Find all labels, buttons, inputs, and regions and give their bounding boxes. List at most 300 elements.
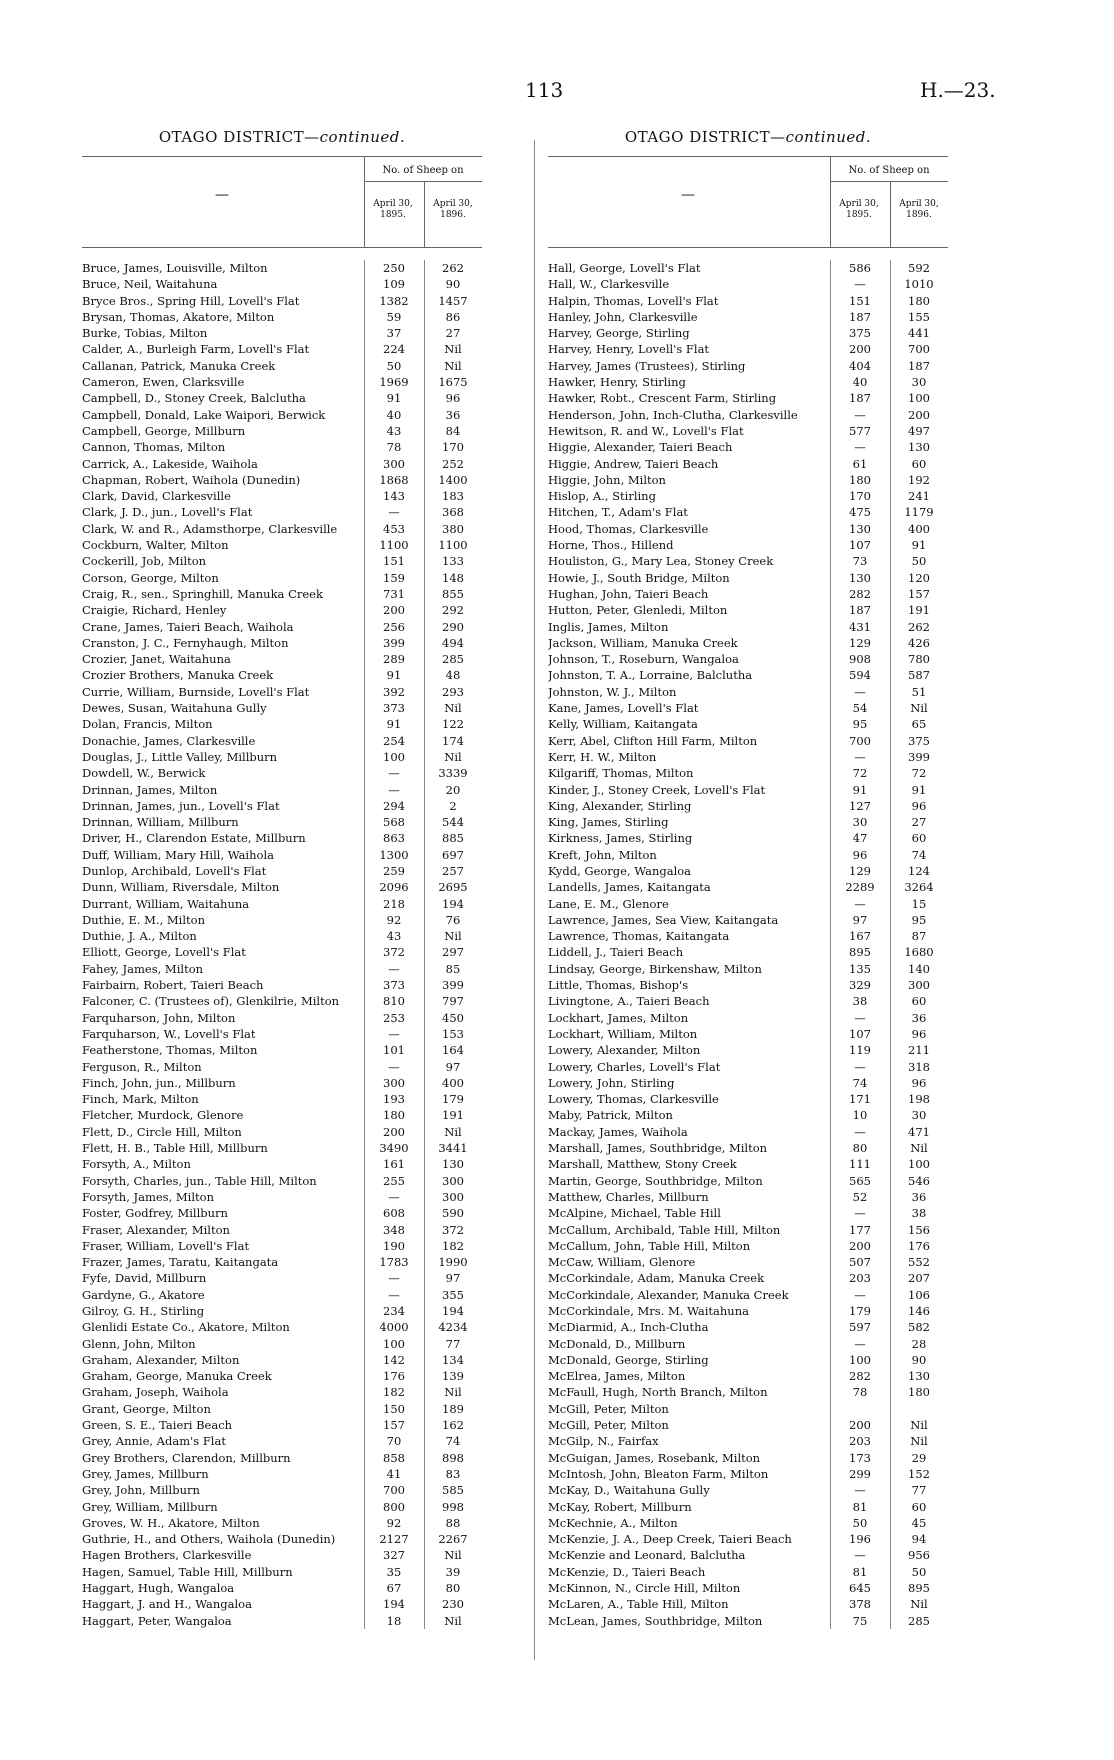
- sheep-1896: 300: [442, 1189, 464, 1204]
- col-1896-header: April 30, 1896.: [899, 199, 939, 220]
- owner-name: Johnson, T., Roseburn, Wangaloa: [548, 652, 739, 667]
- owner-name: Kerr, H. W., Milton: [548, 749, 657, 764]
- sheep-1895: 565: [849, 1173, 871, 1188]
- sheep-1895: 52: [852, 1189, 868, 1204]
- table-row: [548, 537, 948, 553]
- table-row: [548, 1222, 948, 1238]
- owner-name: Chapman, Robert, Waihola (Dunedin): [82, 472, 301, 487]
- table-row: [548, 276, 948, 292]
- owner-name: Kinder, J., Stoney Creek, Lovell's Flat: [548, 782, 766, 797]
- table-row: [82, 602, 482, 618]
- owner-name: Kilgariff, Thomas, Milton: [548, 766, 694, 781]
- table-row: [548, 651, 948, 667]
- sheep-1896: Nil: [444, 701, 462, 716]
- sheep-1896: 146: [908, 1304, 930, 1318]
- sheep-1896: 97: [445, 1059, 461, 1074]
- table-row: [82, 961, 482, 977]
- owner-name: Harvey, Henry, Lovell's Flat: [548, 342, 710, 357]
- owner-name: Douglas, J., Little Valley, Millburn: [82, 749, 278, 764]
- table-row: [82, 1401, 482, 1417]
- table-row: [82, 1482, 482, 1498]
- sheep-1896: 157: [908, 586, 930, 601]
- sheep-1895: 200: [849, 342, 871, 357]
- sheep-1895: 43: [386, 929, 402, 944]
- sheep-1895: 95: [852, 717, 868, 732]
- owner-name: McGill, Peter, Milton: [548, 1418, 669, 1433]
- owner-name: Haggart, J. and H., Wangaloa: [82, 1597, 252, 1612]
- sheep-1896: 1675: [438, 375, 468, 390]
- sheep-1896: 198: [908, 1092, 930, 1107]
- owner-name: Hawker, Robt., Crescent Farm, Stirling: [548, 391, 777, 406]
- table-row: [82, 1140, 482, 1156]
- table-row: [548, 1205, 948, 1221]
- table-row: [548, 798, 948, 814]
- sheep-1895: —: [854, 1336, 866, 1351]
- sheep-1895: 431: [849, 619, 871, 634]
- sheep-1895: 151: [383, 554, 405, 569]
- sheep-1896: 585: [442, 1483, 464, 1498]
- owner-name: Flett, D., Circle Hill, Milton: [82, 1124, 242, 1139]
- sheep-1895: 111: [849, 1157, 871, 1172]
- table-row: [548, 1319, 948, 1335]
- owner-name: Lindsay, George, Birkenshaw, Milton: [548, 961, 762, 976]
- owner-name: Carrick, A., Lakeside, Waihola: [82, 456, 258, 471]
- owner-name: Hall, George, Lovell's Flat: [548, 261, 701, 275]
- sheep-1896: 2695: [438, 880, 468, 895]
- table-row: [82, 651, 482, 667]
- table-row: [82, 814, 482, 830]
- owner-name: Ferguson, R., Milton: [82, 1059, 202, 1074]
- owner-name: Driver, H., Clarendon Estate, Millburn: [82, 831, 306, 846]
- sheep-1895: 180: [849, 472, 871, 487]
- sheep-1895: 179: [849, 1304, 871, 1318]
- sheep-1895: 908: [849, 652, 871, 667]
- sheep-1896: 3339: [438, 766, 468, 781]
- table-row: [548, 863, 948, 879]
- sheep-1895: 256: [383, 619, 405, 634]
- sheep-1895: —: [854, 1287, 866, 1302]
- table-row: [82, 488, 482, 504]
- table-row: [548, 733, 948, 749]
- owner-name: McKenzie, J. A., Deep Creek, Taieri Beach: [548, 1532, 792, 1547]
- sheep-1896: 120: [908, 570, 930, 585]
- sheep-1895: 170: [849, 489, 871, 504]
- column-rule: [890, 260, 891, 1629]
- sheep-1895: 348: [383, 1222, 405, 1237]
- owner-name: Campbell, Donald, Lake Waipori, Berwick: [82, 407, 326, 422]
- sheep-1896: 87: [911, 929, 927, 944]
- owner-name: Martin, George, Southbridge, Milton: [548, 1173, 763, 1188]
- sheep-1896: 182: [442, 1238, 464, 1253]
- owner-name: Forsyth, A., Milton: [82, 1157, 191, 1172]
- owner-name: Callanan, Patrick, Manuka Creek: [82, 358, 276, 373]
- table-row: [82, 358, 482, 374]
- sheep-1895: 196: [849, 1532, 871, 1547]
- table-row: [548, 765, 948, 781]
- sheep-1895: 187: [849, 391, 871, 406]
- sheep-1896: 230: [442, 1597, 464, 1612]
- sheep-1895: 300: [383, 1075, 405, 1090]
- col-1895-header: April 30, 1895.: [373, 199, 413, 220]
- table-row: [82, 1173, 482, 1189]
- owner-name: Lowery, Alexander, Milton: [548, 1043, 701, 1058]
- sheep-1896: 293: [442, 684, 464, 699]
- owner-name: Grey, Annie, Adam's Flat: [82, 1434, 226, 1449]
- table-row: [548, 1189, 948, 1205]
- table-row: [548, 993, 948, 1009]
- sheep-1895: 81: [852, 1564, 868, 1579]
- owner-name: Grey, William, Millburn: [82, 1499, 218, 1514]
- owner-name: Halpin, Thomas, Lovell's Flat: [548, 293, 719, 308]
- sheep-1896: 241: [908, 489, 930, 504]
- owner-name: Currie, William, Burnside, Lovell's Flat: [82, 684, 310, 699]
- sheep-1895: 4000: [379, 1320, 409, 1335]
- sheep-1895: 100: [383, 749, 405, 764]
- sheep-1896: Nil: [444, 749, 462, 764]
- table-row: [82, 1336, 482, 1352]
- sheep-1895: 863: [383, 831, 405, 846]
- sheep-1895: —: [388, 1271, 400, 1286]
- owner-name: Liddell, J., Taieri Beach: [548, 945, 684, 960]
- owner-name: Graham, Joseph, Waihola: [82, 1385, 229, 1400]
- sheep-1896: [890, 1401, 948, 1417]
- sheep-1895: —: [388, 782, 400, 797]
- table-row: [548, 912, 948, 928]
- sheep-1896: 285: [908, 1613, 930, 1628]
- table-row: [82, 1303, 482, 1319]
- owner-name: McKinnon, N., Circle Hill, Milton: [548, 1581, 741, 1596]
- sheep-1896: 380: [442, 521, 464, 536]
- sheep-1895: 375: [849, 326, 871, 341]
- owner-name: Higgie, Alexander, Taieri Beach: [548, 440, 733, 455]
- sheep-1895: 193: [383, 1092, 405, 1107]
- owner-name: McDonald, George, Stirling: [548, 1352, 709, 1367]
- owner-name: Brysan, Thomas, Akatore, Milton: [82, 309, 275, 324]
- table-row: [548, 374, 948, 390]
- owner-name: Harvey, James (Trustees), Stirling: [548, 358, 746, 373]
- table-row: [548, 1140, 948, 1156]
- sheep-1895: —: [854, 1206, 866, 1221]
- sheep-1895: —: [854, 1124, 866, 1139]
- owner-name: McDiarmid, A., Inch-Clutha: [548, 1320, 709, 1335]
- sheep-1896: 130: [442, 1157, 464, 1172]
- owner-name: Johnston, W. J., Milton: [548, 684, 677, 699]
- table-row: [548, 716, 948, 732]
- owner-name: Burke, Tobias, Milton: [82, 326, 208, 341]
- sheep-1896: 179: [442, 1092, 464, 1107]
- table-row: [82, 993, 482, 1009]
- sheep-1895: 100: [849, 1352, 871, 1367]
- sheep-1895: 700: [383, 1483, 405, 1498]
- table-row: [548, 390, 948, 406]
- left-column: [82, 128, 482, 1629]
- sheep-1896: 20: [445, 782, 461, 797]
- table-row: [548, 504, 948, 520]
- sheep-1896: 65: [911, 717, 927, 732]
- column-rule: [830, 260, 831, 1629]
- owner-name: Drinnan, James, Milton: [82, 782, 218, 797]
- sheep-1895: 299: [849, 1466, 871, 1481]
- table-row: [548, 1287, 948, 1303]
- sheep-1896: 252: [442, 456, 464, 471]
- sheep-1896: 2: [449, 798, 457, 813]
- sheep-1895: 608: [383, 1206, 405, 1221]
- owner-name: Kelly, William, Kaitangata: [548, 717, 698, 732]
- sheep-1895: 101: [383, 1043, 405, 1058]
- table-row: [82, 1107, 482, 1123]
- sheep-1895: 1969: [379, 375, 409, 390]
- sheep-1896: 450: [442, 1010, 464, 1025]
- table-row: [82, 1287, 482, 1303]
- table-row: [548, 1547, 948, 1563]
- sheep-1895: 96: [852, 847, 868, 862]
- sheep-1896: 162: [442, 1418, 464, 1433]
- owner-name: Hagen, Samuel, Table Hill, Millburn: [82, 1564, 293, 1579]
- sheep-1896: 262: [442, 261, 464, 275]
- owner-name: Groves, W. H., Akatore, Milton: [82, 1515, 260, 1530]
- sheep-1895: 18: [386, 1613, 402, 1628]
- sheep-1895: 858: [383, 1450, 405, 1465]
- sheep-1896: 552: [908, 1255, 930, 1270]
- owner-name: Cannon, Thomas, Milton: [82, 440, 226, 455]
- sheep-1896: 697: [442, 847, 464, 862]
- sheep-1895: 294: [383, 798, 405, 813]
- table-row: [82, 749, 482, 765]
- sheep-1895: —: [854, 1010, 866, 1025]
- sheep-1895: 810: [383, 994, 405, 1009]
- owner-name: McIntosh, John, Bleaton Farm, Milton: [548, 1466, 769, 1481]
- sheep-1895: 41: [386, 1466, 402, 1481]
- owner-name: Clark, W. and R., Adamsthorpe, Clarkesville: [82, 521, 338, 536]
- table-row: [82, 439, 482, 455]
- sheep-1896: 91: [911, 538, 927, 553]
- sheep-1896: 106: [908, 1287, 930, 1302]
- sheep-1895: 1868: [379, 472, 409, 487]
- owner-name: Flett, H. B., Table Hill, Millburn: [82, 1141, 268, 1156]
- sheep-1896: 300: [442, 1173, 464, 1188]
- sheep-1896: 544: [442, 815, 464, 830]
- owner-name: Calder, A., Burleigh Farm, Lovell's Flat: [82, 342, 310, 357]
- sheep-1896: 36: [445, 407, 461, 422]
- sheep-1896: Nil: [444, 929, 462, 944]
- owner-name: McDonald, D., Millburn: [548, 1336, 686, 1351]
- sheep-1895: —: [854, 1483, 866, 1498]
- table-row: [82, 1580, 482, 1596]
- sheep-1895: 187: [849, 603, 871, 618]
- owner-name: Little, Thomas, Bishop's: [548, 978, 689, 993]
- owner-name: McGill, Peter, Milton: [548, 1401, 669, 1416]
- table-row: [82, 716, 482, 732]
- table-row: [548, 1303, 948, 1319]
- sheep-1896: 285: [442, 652, 464, 667]
- sheep-1895: —: [388, 766, 400, 781]
- sheep-1895: 75: [852, 1613, 868, 1628]
- owner-name: Howie, J., South Bridge, Milton: [548, 570, 730, 585]
- owner-name: Marshall, James, Southbridge, Milton: [548, 1141, 768, 1156]
- owner-name: McFaull, Hugh, North Branch, Milton: [548, 1385, 768, 1400]
- owner-name: Kydd, George, Wangaloa: [548, 863, 692, 878]
- sheep-1896: 582: [908, 1320, 930, 1335]
- table-row: [82, 374, 482, 390]
- sheep-1896: 80: [445, 1581, 461, 1596]
- owner-name: Cockerill, Job, Milton: [82, 554, 207, 569]
- owner-name: Bruce, James, Louisville, Milton: [82, 261, 268, 275]
- sheep-1895: 10: [852, 1108, 868, 1123]
- sheep-1896: 855: [442, 586, 464, 601]
- table-row: [82, 309, 482, 325]
- table-row: [548, 1124, 948, 1140]
- sheep-1895: 2127: [379, 1532, 409, 1547]
- sheep-1895: 200: [849, 1418, 871, 1433]
- table-row: [548, 879, 948, 895]
- sheep-1895: 161: [383, 1157, 405, 1172]
- owner-name: Crane, James, Taieri Beach, Waihola: [82, 619, 294, 634]
- owner-name: Duthie, E. M., Milton: [82, 912, 205, 927]
- owner-name: Featherstone, Thomas, Milton: [82, 1043, 258, 1058]
- table-row: [548, 1059, 948, 1075]
- table-row: [548, 1515, 948, 1531]
- sheep-1896: 170: [442, 440, 464, 455]
- sheep-1895: 800: [383, 1499, 405, 1514]
- sheep-1895: 3490: [379, 1141, 409, 1156]
- sheep-1896: Nil: [910, 1418, 928, 1433]
- owner-name: Campbell, George, Millburn: [82, 423, 246, 438]
- sheep-1895: 373: [383, 978, 405, 993]
- owner-name: Cameron, Ewen, Clarksville: [82, 375, 245, 390]
- sheep-1896: 27: [911, 815, 927, 830]
- sheep-1895: 200: [383, 1124, 405, 1139]
- sheep-1896: 1680: [904, 945, 934, 960]
- table-row: [82, 798, 482, 814]
- sheep-1895: 107: [849, 538, 871, 553]
- sheep-1895: —: [854, 1059, 866, 1074]
- sheep-1896: 77: [445, 1336, 461, 1351]
- table-row: [82, 1368, 482, 1384]
- sheep-1896: 187: [908, 358, 930, 373]
- sheep-1895: 253: [383, 1010, 405, 1025]
- table-row: [82, 1205, 482, 1221]
- owner-name: Lockhart, James, Milton: [548, 1010, 689, 1025]
- owner-name: Lowery, John, Stirling: [548, 1075, 675, 1090]
- table-row: [548, 293, 948, 309]
- table-row: [548, 456, 948, 472]
- sheep-1896: 1010: [904, 277, 934, 292]
- owner-name: McElrea, James, Milton: [548, 1369, 686, 1384]
- owner-name: Durrant, William, Waitahuna: [82, 896, 250, 911]
- sheep-1895: 399: [383, 635, 405, 650]
- table-row: [548, 358, 948, 374]
- table-row: [82, 1059, 482, 1075]
- sheep-1896: 898: [442, 1450, 464, 1465]
- table-row: [82, 765, 482, 781]
- sheep-1896: 189: [442, 1401, 464, 1416]
- sheep-1896: 86: [445, 309, 461, 324]
- sheep-1896: 153: [442, 1026, 464, 1041]
- owner-name: Dewes, Susan, Waitahuna Gully: [82, 701, 267, 716]
- sheep-1895: 203: [849, 1434, 871, 1449]
- owner-name: Houliston, G., Mary Lea, Stoney Creek: [548, 554, 774, 569]
- owner-name: Clark, David, Clarkesville: [82, 489, 231, 504]
- sheep-1896: 471: [908, 1124, 930, 1139]
- owner-name: Livingtone, A., Taieri Beach: [548, 994, 710, 1009]
- sheep-1895: 130: [849, 521, 871, 536]
- owner-name: Johnston, T. A., Lorraine, Balclutha: [548, 668, 753, 683]
- table-row: [548, 847, 948, 863]
- sheep-1896: 3441: [438, 1141, 468, 1156]
- owner-name: Frazer, James, Taratu, Kaitangata: [82, 1255, 279, 1270]
- table-row: [82, 553, 482, 569]
- sheep-1895: 577: [849, 423, 871, 438]
- owner-name: Drinnan, James, jun., Lovell's Flat: [82, 798, 280, 813]
- sheep-1895: 731: [383, 586, 405, 601]
- owner-name: McCallum, Archibald, Table Hill, Milton: [548, 1222, 781, 1237]
- sheep-1895: 586: [849, 261, 871, 275]
- table-row: [82, 1189, 482, 1205]
- sheep-1895: 40: [386, 407, 402, 422]
- owner-name: Craig, R., sen., Springhill, Manuka Creek: [82, 586, 323, 601]
- table-row: [548, 1499, 948, 1515]
- table-row: [548, 635, 948, 651]
- sheep-1895: 72: [852, 766, 868, 781]
- sheep-1896: Nil: [444, 1385, 462, 1400]
- owner-name: Matthew, Charles, Millburn: [548, 1189, 709, 1204]
- owner-name: Grey Brothers, Clarendon, Millburn: [82, 1450, 291, 1465]
- page-reference: H.—23.: [920, 78, 996, 102]
- sheep-1896: Nil: [444, 358, 462, 373]
- sheep-1895: 327: [383, 1548, 405, 1563]
- sheep-1896: 130: [908, 440, 930, 455]
- table-row: [548, 1564, 948, 1580]
- table-row: [82, 684, 482, 700]
- table-row: [82, 1531, 482, 1547]
- table-row: [82, 293, 482, 309]
- sheep-1896: 3264: [904, 880, 934, 895]
- sheep-1895: 59: [386, 309, 402, 324]
- table-row: [82, 472, 482, 488]
- sheep-1895: 700: [849, 733, 871, 748]
- table-row: [548, 1531, 948, 1547]
- table-row: [82, 1319, 482, 1335]
- owner-name: McLaren, A., Table Hill, Milton: [548, 1597, 729, 1612]
- table-row: [82, 1564, 482, 1580]
- sheep-1896: 36: [911, 1189, 927, 1204]
- owner-name: Cranston, J. C., Fernyhaugh, Milton: [82, 635, 289, 650]
- sheep-1895: 135: [849, 961, 871, 976]
- sheep-1896: 38: [911, 1206, 927, 1221]
- table-row: [82, 276, 482, 292]
- sheep-1895: 255: [383, 1173, 405, 1188]
- owner-name: Forsyth, James, Milton: [82, 1189, 214, 1204]
- table-row: [82, 1547, 482, 1563]
- sheep-1896: 1457: [438, 293, 468, 308]
- owner-name: Fyfe, David, Millburn: [82, 1271, 207, 1286]
- sheep-1896: 30: [911, 1108, 927, 1123]
- table-row: [82, 1352, 482, 1368]
- owner-name: McGuigan, James, Rosebank, Milton: [548, 1450, 761, 1465]
- sheep-1896: 90: [445, 277, 461, 292]
- sheep-1896: 426: [908, 635, 930, 650]
- owner-name: Fraser, Alexander, Milton: [82, 1222, 230, 1237]
- owner-name: Crozier Brothers, Manuka Creek: [82, 668, 274, 683]
- sheep-1896: 262: [908, 619, 930, 634]
- owner-name: Higgie, Andrew, Taieri Beach: [548, 456, 719, 471]
- table-row: [82, 1384, 482, 1400]
- sheep-1896: 85: [445, 961, 461, 976]
- sheep-1896: 30: [911, 375, 927, 390]
- owner-name: Clark, J. D., jun., Lovell's Flat: [82, 505, 253, 520]
- owner-name: McKenzie, D., Taieri Beach: [548, 1564, 706, 1579]
- sheep-1896: 895: [908, 1581, 930, 1596]
